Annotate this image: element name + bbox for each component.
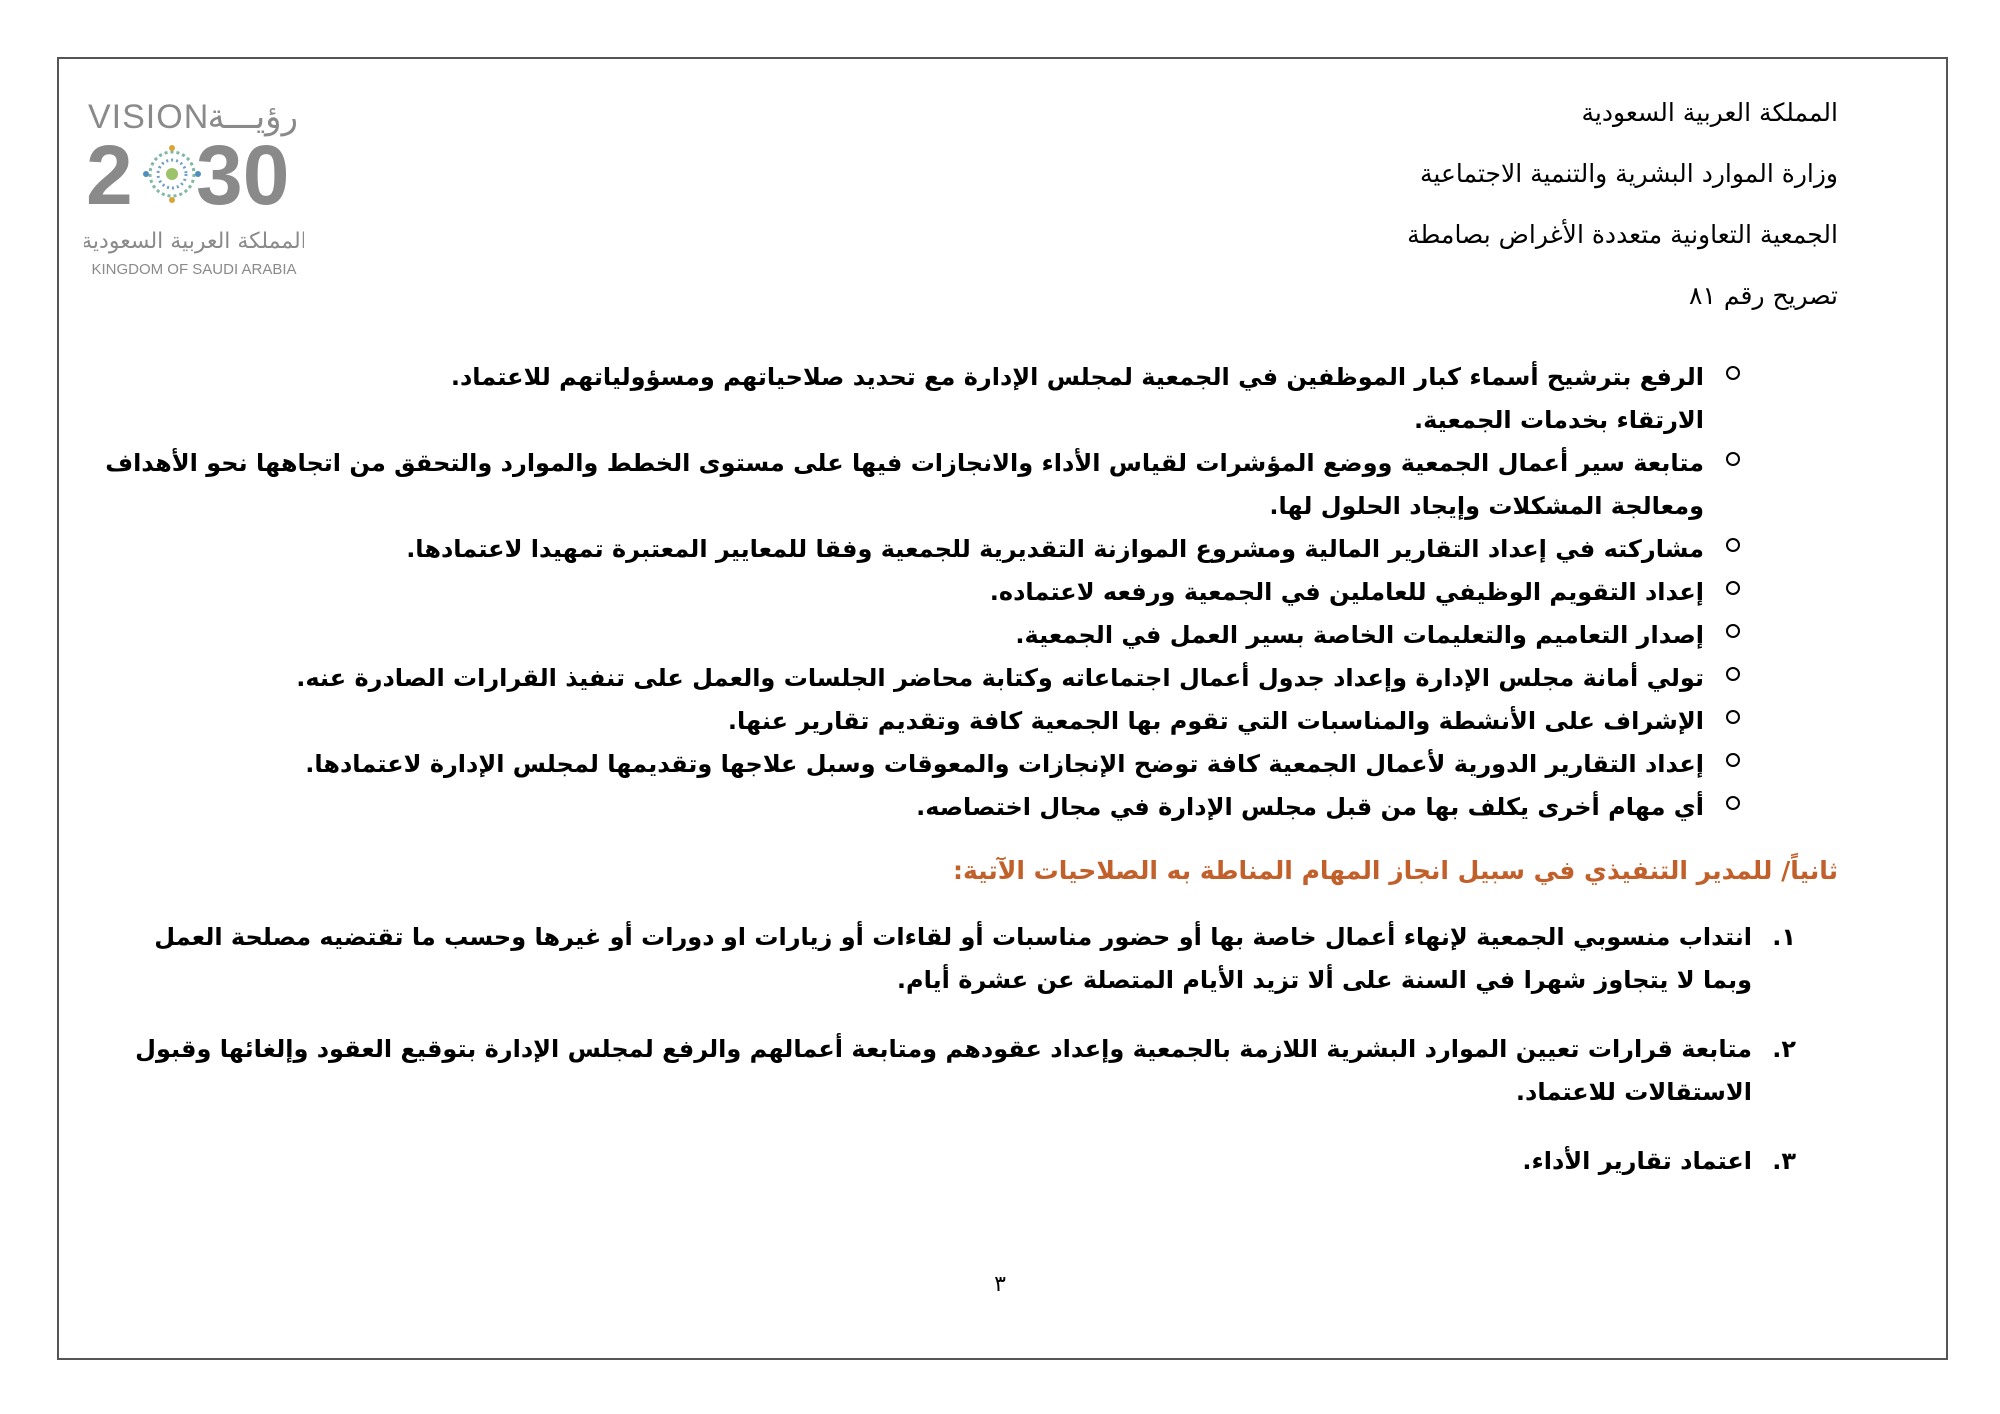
logo-year-right: 30 bbox=[196, 128, 290, 222]
bullet-circle-icon bbox=[1726, 753, 1740, 767]
header-permit: تصريح رقم ٨١ bbox=[1689, 281, 1838, 310]
bullet-circle-icon bbox=[1726, 796, 1740, 810]
list-item: ٣. اعتماد تقارير الأداء. bbox=[1522, 1147, 1796, 1175]
list-item: تولي أمانة مجلس الإدارة وإعداد جدول أعمال اجتماعاته وكتابة محاضر الجلسات والعمل على تنفيذ القرارات الصادرة عنه. bbox=[174, 657, 1704, 700]
list-item: الرفع بترشيح أسماء كبار الموظفين في الجمعية لمجلس الإدارة مع تحديد صلاحياتهم ومسؤولياتهم للاعتماد. الارتقاء بخدمات الجمعية. bbox=[174, 356, 1704, 442]
page-number: ٣ bbox=[994, 1272, 1006, 1297]
bullet-circle-icon bbox=[1726, 667, 1740, 681]
duties-bullet-list bbox=[105, 356, 1704, 829]
bullet-circle-icon bbox=[1726, 538, 1740, 552]
list-item: مشاركته في إعداد التقارير المالية ومشروع الموازنة التقديرية للجمعية وفقا للمعايير المعتبرة تمهيدا لاعتمادها. bbox=[174, 528, 1704, 571]
list-item: إصدار التعاميم والتعليمات الخاصة بسير العمل في الجمعية. bbox=[174, 614, 1704, 657]
logo-emblem-dots bbox=[143, 145, 201, 203]
logo-country-ar: المملكة العربية السعودية bbox=[84, 229, 304, 254]
logo-vision-ar: رؤيـــة bbox=[207, 97, 298, 137]
list-item: ٢. متابعة قرارات تعيين الموارد البشرية اللازمة بالجمعية وإعداد عقودهم ومتابعة أعمالهم والرفع لمجلس الإدارة بتوقيع العقود وإلغائها وقبول الاستقالات للاعتماد. bbox=[135, 1035, 1796, 1106]
header-country: المملكة العربية السعودية bbox=[1581, 98, 1838, 127]
bullet-circle-icon bbox=[1726, 710, 1740, 724]
list-item: ١. انتداب منسوبي الجمعية لإنهاء أعمال خاصة بها أو حضور مناسبات أو لقاءات أو زيارات او دورات أو غيرها وحسب ما تقتضيه مصلحة العمل وبما لا يتجاوز شهرا في السنة على ألا تزيد الأيام المتصلة عن عشرة أيام. bbox=[154, 923, 1796, 994]
authorities-numbered-list bbox=[135, 916, 1796, 1209]
letterhead bbox=[1407, 82, 1838, 326]
bullet-circle-icon bbox=[1726, 452, 1740, 466]
list-item: إعداد التقويم الوظيفي للعاملين في الجمعية ورفعه لاعتماده. bbox=[174, 571, 1704, 614]
logo-vision-en: VISION bbox=[88, 98, 210, 136]
logo-country-en: KINGDOM OF SAUDI ARABIA bbox=[91, 261, 297, 278]
vision-2030-logo bbox=[84, 92, 304, 292]
list-item: إعداد التقارير الدورية لأعمال الجمعية كافة توضح الإنجازات والمعوقات وسبل علاجها وتقديمها لمجلس الإدارة لاعتمادها. bbox=[174, 743, 1704, 786]
bullet-circle-icon bbox=[1726, 581, 1740, 595]
bullet-circle-icon bbox=[1726, 624, 1740, 638]
list-item: متابعة سير أعمال الجمعية ووضع المؤشرات لقياس الأداء والانجازات فيها على مستوى الخطط والموارد والتحقق من اتجاهها نحو الأهداف ومعالجة المشكلات وإيجاد الحلول لها. bbox=[174, 442, 1704, 528]
logo-year-left: 2 bbox=[86, 128, 133, 222]
list-item: الإشراف على الأنشطة والمناسبات التي تقوم بها الجمعية كافة وتقديم تقارير عنها. bbox=[174, 700, 1704, 743]
section-heading: ثانياً/ للمدير التنفيذي في سبيل انجاز المهام المناطة به الصلاحيات الآتية: bbox=[952, 856, 1838, 885]
list-item: أي مهام أخرى يكلف بها من قبل مجلس الإدارة في مجال اختصاصه. bbox=[174, 786, 1704, 829]
bullet-circle-icon bbox=[1726, 366, 1740, 380]
header-ministry: وزارة الموارد البشرية والتنمية الاجتماعية bbox=[1420, 159, 1838, 188]
header-association: الجمعية التعاونية متعددة الأغراض بصامطة bbox=[1407, 220, 1838, 249]
